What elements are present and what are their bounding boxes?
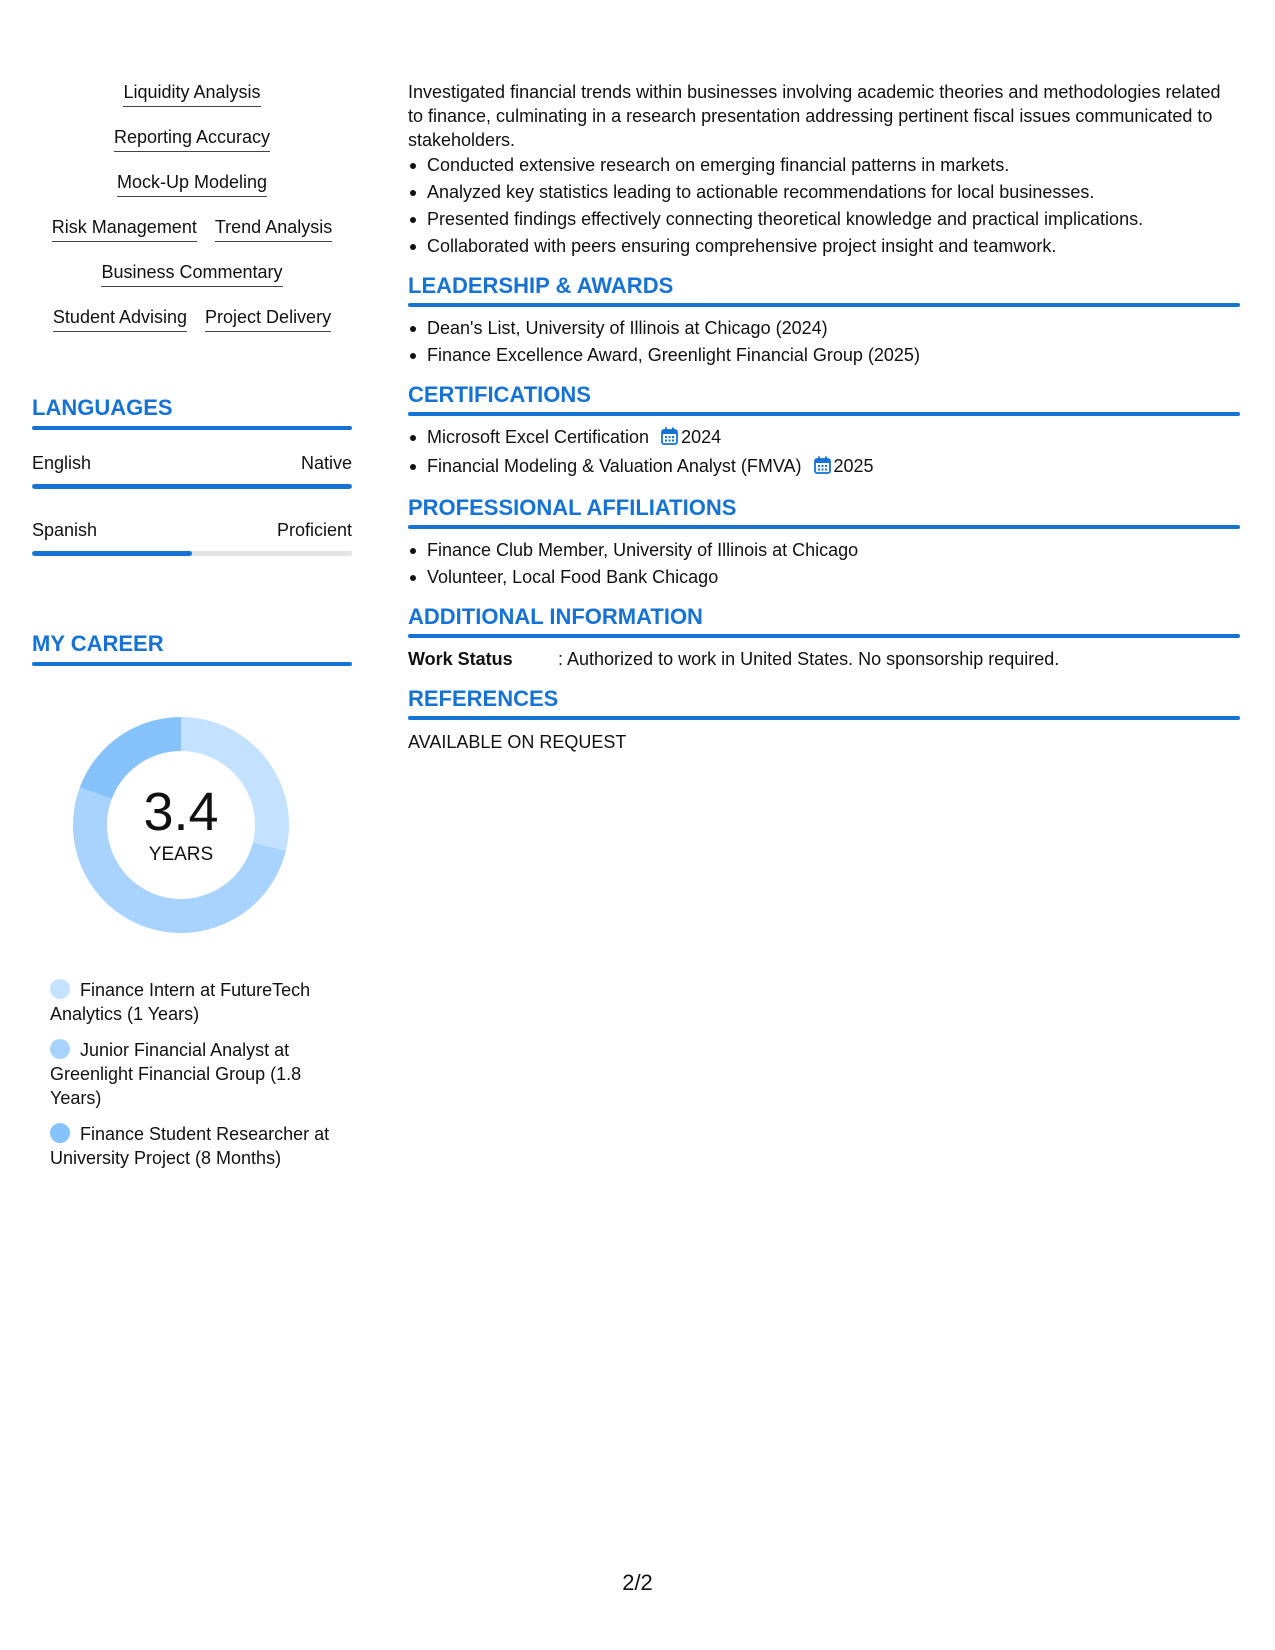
career-donut-chart	[66, 710, 296, 940]
list-item: Presented findings effectively connecting theoretical knowledge and practical implications.	[408, 206, 1240, 233]
list-item	[408, 453, 1240, 482]
certification-name: Microsoft Excel Certification	[427, 427, 650, 447]
leadership-heading: LEADERSHIP & AWARDS	[408, 273, 674, 298]
references-heading: REFERENCES	[408, 686, 559, 711]
calendar-icon	[814, 455, 831, 482]
section-divider	[408, 716, 1240, 720]
skill-row	[32, 260, 352, 305]
legend-dot	[50, 1039, 70, 1059]
legend-item	[50, 1038, 340, 1110]
certifications-section	[408, 379, 1240, 416]
legend-dot	[50, 979, 70, 999]
page-number: 2/2	[622, 1570, 653, 1595]
languages-heading: LANGUAGES	[32, 395, 173, 420]
section-divider	[408, 303, 1240, 307]
certifications-heading: CERTIFICATIONS	[408, 382, 591, 407]
list-item: Collaborated with peers ensuring comprehensive project insight and teamwork.	[408, 233, 1240, 260]
list-item: Volunteer, Local Food Bank Chicago	[408, 564, 1240, 591]
skill-tag: Student Advising	[53, 305, 187, 332]
legend-label: Finance Student Researcher at University Project (8 Months)	[50, 1124, 330, 1168]
affiliations-list	[408, 537, 1240, 591]
language-english	[32, 452, 352, 489]
list-item	[408, 424, 1240, 453]
career-total-unit: YEARS	[148, 844, 214, 865]
section-divider	[408, 525, 1240, 529]
languages-section	[32, 394, 352, 430]
work-status-row	[408, 647, 1240, 671]
legend-label: Junior Financial Analyst at Greenlight Financial Group (1.8 Years)	[50, 1040, 302, 1108]
work-status-value: : Authorized to work in United States. No sponsorship required.	[558, 649, 1060, 669]
legend-item	[50, 978, 340, 1026]
language-level: Native	[300, 453, 352, 473]
list-item: Finance Excellence Award, Greenlight Financial Group (2025)	[408, 342, 1240, 369]
career-total-value: 3.4	[143, 782, 219, 842]
career-heading: MY CAREER	[32, 631, 164, 656]
skill-tag: Mock-Up Modeling	[117, 170, 267, 197]
skill-row	[32, 170, 352, 215]
language-level-bar	[32, 551, 352, 556]
skill-tag: Risk Management	[52, 215, 197, 242]
experience-bullets	[408, 152, 1240, 260]
career-section	[32, 630, 352, 666]
legend-item	[50, 1122, 340, 1170]
additional-section	[408, 601, 1240, 638]
list-item: Dean's List, University of Illinois at Chicago (2024)	[408, 315, 1240, 342]
list-item: Analyzed key statistics leading to actionable recommendations for local businesses.	[408, 179, 1240, 206]
skill-row	[32, 125, 352, 170]
language-level-fill	[32, 484, 352, 489]
section-divider	[32, 426, 352, 430]
legend-dot	[50, 1123, 70, 1143]
language-level: Proficient	[276, 520, 352, 540]
work-status-label: Work Status	[408, 649, 513, 669]
donut-center	[66, 710, 296, 940]
calendar-icon	[661, 426, 678, 453]
affiliations-section	[408, 492, 1240, 529]
additional-heading: ADDITIONAL INFORMATION	[408, 604, 703, 629]
language-name: English	[32, 453, 92, 473]
section-divider	[408, 634, 1240, 638]
certification-year: 2025	[833, 456, 874, 476]
section-divider	[32, 662, 352, 666]
list-item: Finance Club Member, University of Illinois at Chicago	[408, 537, 1240, 564]
language-level-bar	[32, 484, 352, 489]
section-divider	[408, 412, 1240, 416]
certifications-list	[408, 424, 1240, 482]
skill-row	[32, 215, 352, 260]
language-name: Spanish	[32, 520, 98, 540]
skill-row	[32, 305, 352, 350]
skill-row	[32, 80, 352, 125]
affiliations-heading: PROFESSIONAL AFFILIATIONS	[408, 495, 737, 520]
career-legend	[50, 978, 340, 1170]
language-level-fill	[32, 551, 192, 556]
skill-tag: Liquidity Analysis	[123, 80, 260, 107]
skill-tag: Trend Analysis	[215, 215, 332, 242]
references-section	[408, 683, 1240, 720]
skill-tag: Business Commentary	[101, 260, 282, 287]
skill-tag: Reporting Accuracy	[114, 125, 270, 152]
list-item: Conducted extensive research on emerging financial patterns in markets.	[408, 152, 1240, 179]
certification-year: 2024	[681, 427, 722, 447]
references-text: AVAILABLE ON REQUEST	[408, 732, 627, 752]
legend-label: Finance Intern at FutureTech Analytics (1 Years)	[50, 980, 311, 1024]
leadership-section	[408, 270, 1240, 307]
skills-list	[32, 80, 352, 350]
experience-description: Investigated financial trends within businesses involving academic theories and methodologies related to finance, culminating in a research presentation addressing pertinent fiscal issues communicated to stakeholders.	[408, 82, 1221, 150]
right-column	[408, 80, 1240, 754]
left-column	[32, 80, 352, 1182]
certification-name: Financial Modeling & Valuation Analyst (FMVA)	[427, 456, 802, 476]
leadership-list	[408, 315, 1240, 369]
language-spanish	[32, 519, 352, 556]
skill-tag: Project Delivery	[205, 305, 331, 332]
